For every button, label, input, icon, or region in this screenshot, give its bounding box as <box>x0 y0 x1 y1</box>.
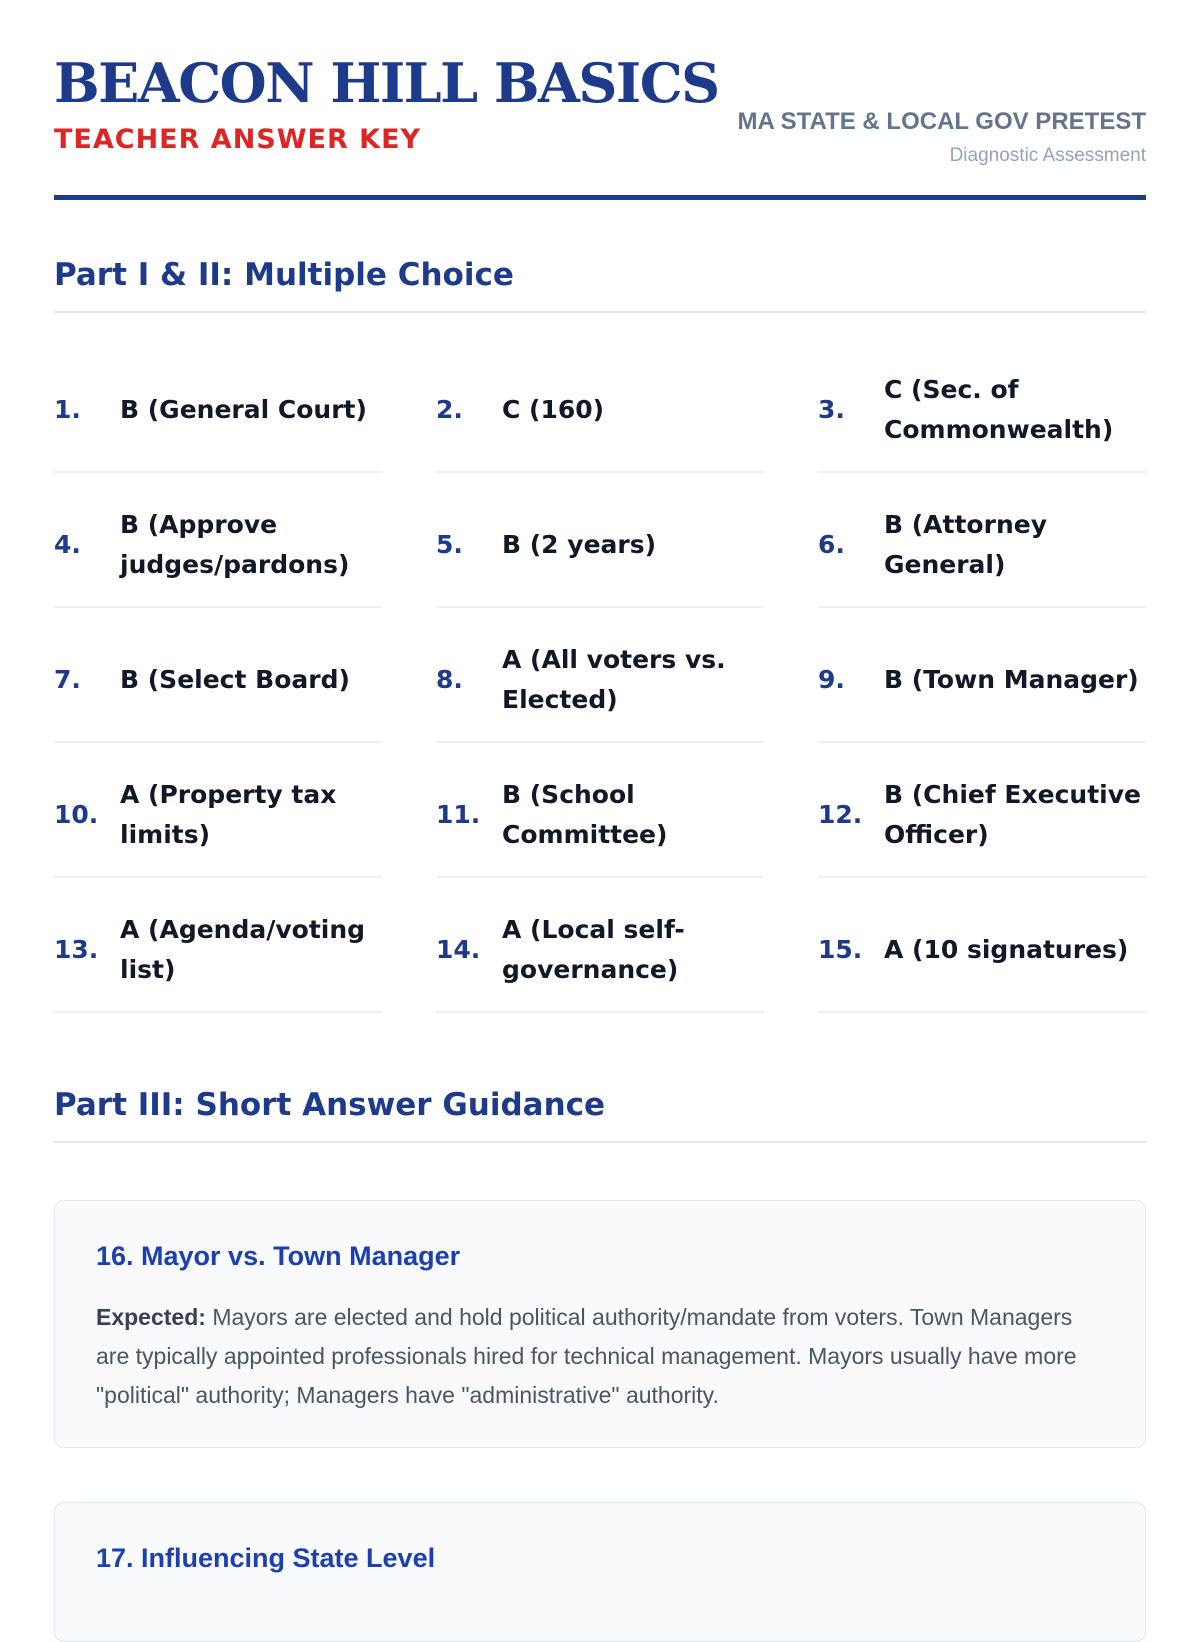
assessment-type: Diagnostic Assessment <box>949 144 1146 166</box>
question-number: 1. <box>54 395 81 424</box>
section-title-part1: Part I & II: Multiple Choice <box>54 257 1146 313</box>
answer-item <box>818 473 1146 608</box>
header-meta <box>738 108 1146 167</box>
short-answer-card <box>54 1502 1146 1642</box>
answer-grid <box>54 338 1146 1013</box>
short-answer-guidance <box>96 1298 1105 1415</box>
answer-item <box>818 878 1146 1013</box>
answer-item <box>436 878 764 1013</box>
document-subtitle: TEACHER ANSWER KEY <box>54 124 422 155</box>
short-answer-card <box>54 1200 1146 1448</box>
answer-item <box>818 338 1146 473</box>
answer-item <box>436 338 764 473</box>
test-name: MA STATE & LOCAL GOV PRETEST <box>737 108 1146 135</box>
question-number: 12. <box>818 800 863 829</box>
answer-text: A (10 signatures) <box>884 934 1129 964</box>
answer-text: B (Attorney General) <box>884 509 1047 579</box>
question-number: 2. <box>436 395 463 424</box>
answer-item <box>54 473 382 608</box>
answer-item <box>54 878 382 1013</box>
answer-text: A (Property tax limits) <box>120 779 337 849</box>
document-title: BEACON HILL BASICS <box>54 51 719 115</box>
question-number: 7. <box>54 665 81 694</box>
question-number: 4. <box>54 530 81 559</box>
answer-text: A (All voters vs. Elected) <box>502 644 726 714</box>
answer-item <box>818 743 1146 878</box>
answer-item <box>54 608 382 743</box>
question-number: 14. <box>436 935 481 964</box>
question-number: 9. <box>818 665 845 694</box>
answer-text: B (Town Manager) <box>884 664 1139 694</box>
answer-text: B (Chief Executive Officer) <box>884 779 1141 849</box>
answer-item <box>818 608 1146 743</box>
answer-item <box>436 743 764 878</box>
answer-text: B (Approve judges/pardons) <box>120 509 350 579</box>
answer-item <box>54 743 382 878</box>
answer-text: B (Select Board) <box>120 664 350 694</box>
question-number: 8. <box>436 665 463 694</box>
short-answer-heading: 17. Influencing State Level <box>96 1543 436 1573</box>
question-number: 6. <box>818 530 845 559</box>
question-number: 13. <box>54 935 99 964</box>
expected-label: Expected: <box>96 1304 206 1330</box>
answer-text: C (Sec. of Commonwealth) <box>884 374 1114 444</box>
answer-item <box>436 473 764 608</box>
question-number: 10. <box>54 800 99 829</box>
answer-text: B (General Court) <box>120 394 367 424</box>
answer-text: C (160) <box>502 394 605 424</box>
question-number: 11. <box>436 800 481 829</box>
short-answer-heading: 16. Mayor vs. Town Manager <box>96 1241 461 1271</box>
answer-text: A (Agenda/voting list) <box>120 914 366 984</box>
question-number: 3. <box>818 395 845 424</box>
header <box>54 0 1146 200</box>
expected-text: Mayors are elected and hold political authority/mandate from voters. Town Managers are typically appointed professionals hired for technical management. Mayors usually have more "political" authority; Managers have "administrative" authority. <box>96 1304 1077 1408</box>
answer-item <box>436 608 764 743</box>
question-number: 15. <box>818 935 863 964</box>
answer-item <box>54 338 382 473</box>
section-title-part3: Part III: Short Answer Guidance <box>54 1087 1146 1143</box>
answer-text: B (School Committee) <box>502 779 668 849</box>
question-number: 5. <box>436 530 463 559</box>
answer-text: B (2 years) <box>502 529 657 559</box>
answer-text: A (Local self-governance) <box>502 914 685 984</box>
